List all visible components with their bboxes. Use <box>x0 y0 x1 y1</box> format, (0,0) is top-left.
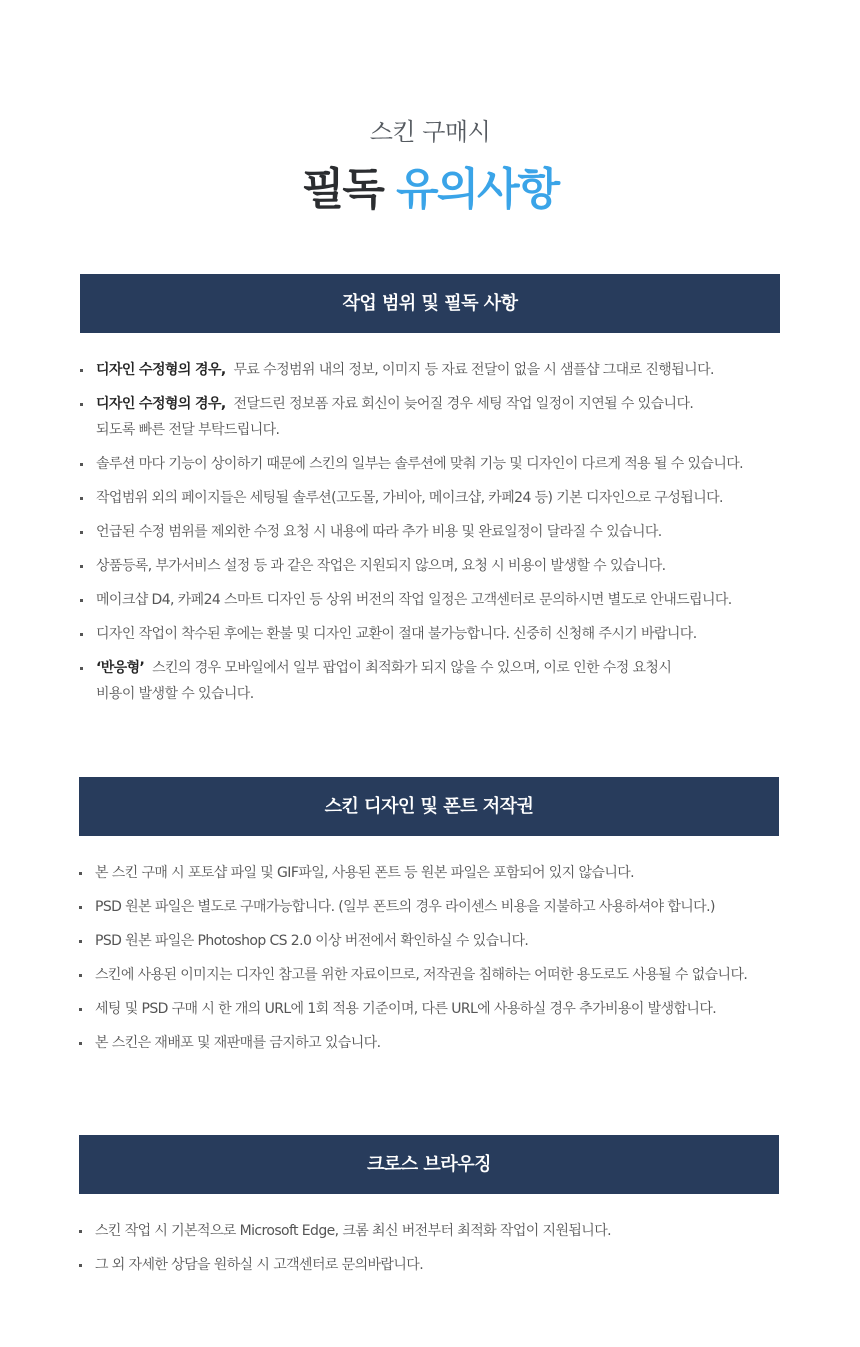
item-text: 그 외 자세한 상담을 원하실 시 고객센터로 문의바랍니다. <box>95 1257 424 1273</box>
bullet-icon <box>80 463 83 466</box>
section-header: 스킨 디자인 및 폰트 저작권 <box>79 777 779 836</box>
hero <box>0 112 860 220</box>
list-item <box>80 587 780 613</box>
section-cross-browsing <box>79 1135 779 1286</box>
bullet-icon <box>80 497 83 500</box>
item-text: 본 스킨은 재배포 및 재판매를 금지하고 있습니다. <box>95 1035 381 1051</box>
item-text: 상품등록, 부가서비스 설정 등 과 같은 작업은 지원되지 않으며, 요청 시 비용이 발생할 수 있습니다. <box>96 558 666 574</box>
bullet-icon <box>79 872 82 875</box>
item-strong: ‘반응형’ <box>96 660 145 676</box>
list-item <box>79 1218 779 1244</box>
list-item <box>79 962 779 988</box>
list-item <box>80 655 780 707</box>
bullet-icon <box>80 599 83 602</box>
list-item <box>80 357 780 383</box>
list-item <box>79 860 779 886</box>
item-text: 스킨의 경우 모바일에서 일부 팝업이 최적화가 되지 않을 수 있으며, 이로 인한 수정 요청시 <box>152 660 672 676</box>
item-text: 스킨 작업 시 기본적으로 Microsoft Edge, 크롬 최신 버전부터 최적화 작업이 지원됩니다. <box>95 1223 611 1239</box>
item-text-line2: 되도록 빠른 전달 부탁드립니다. <box>96 422 280 438</box>
bullet-icon <box>79 1008 82 1011</box>
item-text: PSD 원본 파일은 별도로 구매가능합니다. (일부 폰트의 경우 라이센스 비용을 지불하고 사용하셔야 합니다.) <box>95 899 715 915</box>
item-text: 디자인 작업이 착수된 후에는 환불 및 디자인 교환이 절대 불가능합니다. 신중히 신청해 주시기 바랍니다. <box>96 626 697 642</box>
item-text-line2: 비용이 발생할 수 있습니다. <box>96 686 254 702</box>
section-list <box>80 333 780 707</box>
list-item <box>79 1030 779 1056</box>
list-item <box>80 451 780 477</box>
list-item <box>80 553 780 579</box>
item-text: PSD 원본 파일은 Photoshop CS 2.0 이상 버전에서 확인하실 수 있습니다. <box>95 933 529 949</box>
bullet-icon <box>79 1042 82 1045</box>
item-text: 본 스킨 구매 시 포토샵 파일 및 GIF파일, 사용된 폰트 등 원본 파일은 포함되어 있지 않습니다. <box>95 865 635 881</box>
list-item <box>80 519 780 545</box>
section-list <box>79 1194 779 1278</box>
item-text: 세팅 및 PSD 구매 시 한 개의 URL에 1회 적용 기준이며, 다른 URL에 사용하실 경우 추가비용이 발생합니다. <box>95 1001 717 1017</box>
list-item <box>79 996 779 1022</box>
section-work-scope <box>80 274 780 715</box>
hero-subtitle: 스킨 구매시 <box>369 118 491 146</box>
item-text: 전달드린 정보폼 자료 회신이 늦어질 경우 세팅 작업 일정이 지연될 수 있습니다. <box>233 396 694 412</box>
item-strong: 디자인 수정형의 경우, <box>96 396 226 412</box>
list-item <box>79 894 779 920</box>
section-header: 크로스 브라우징 <box>79 1135 779 1194</box>
bullet-icon <box>80 565 83 568</box>
item-text: 스킨에 사용된 이미지는 디자인 참고를 위한 자료이므로, 저작권을 침해하는 어떠한 용도로도 사용될 수 없습니다. <box>95 967 748 983</box>
bullet-icon <box>79 974 82 977</box>
bullet-icon <box>79 940 82 943</box>
bullet-icon <box>79 906 82 909</box>
item-text: 작업범위 외의 페이지들은 세팅될 솔루션(고도몰, 가비아, 메이크샵, 카페24 등) 기본 디자인으로 구성됩니다. <box>96 490 723 506</box>
section-list <box>79 836 779 1056</box>
list-item <box>80 621 780 647</box>
bullet-icon <box>80 633 83 636</box>
hero-title-dark: 필독 <box>301 164 383 215</box>
list-item <box>80 391 780 443</box>
section-header: 작업 범위 및 필독 사항 <box>80 274 780 333</box>
bullet-icon <box>80 667 83 670</box>
bullet-icon <box>80 531 83 534</box>
bullet-icon <box>79 1264 82 1267</box>
item-text: 메이크샵 D4, 카페24 스마트 디자인 등 상위 버전의 작업 일정은 고객센터로 문의하시면 별도로 안내드립니다. <box>96 592 732 608</box>
list-item <box>79 1252 779 1278</box>
hero-title <box>0 160 860 220</box>
item-text: 언급된 수정 범위를 제외한 수정 요청 시 내용에 따라 추가 비용 및 완료일정이 달라질 수 있습니다. <box>96 524 662 540</box>
item-text: 솔루션 마다 기능이 상이하기 때문에 스킨의 일부는 솔루션에 맞춰 기능 및 디자인이 다르게 적용 될 수 있습니다. <box>96 456 744 472</box>
hero-title-accent: 유의사항 <box>396 164 559 215</box>
item-strong: 디자인 수정형의 경우, <box>96 362 226 378</box>
item-text: 무료 수정범위 내의 정보, 이미지 등 자료 전달이 없을 시 샘플샵 그대로 진행됩니다. <box>233 362 714 378</box>
list-item <box>79 928 779 954</box>
bullet-icon <box>80 369 83 372</box>
list-item <box>80 485 780 511</box>
bullet-icon <box>80 403 83 406</box>
bullet-icon <box>79 1230 82 1233</box>
section-copyright <box>79 777 779 1064</box>
